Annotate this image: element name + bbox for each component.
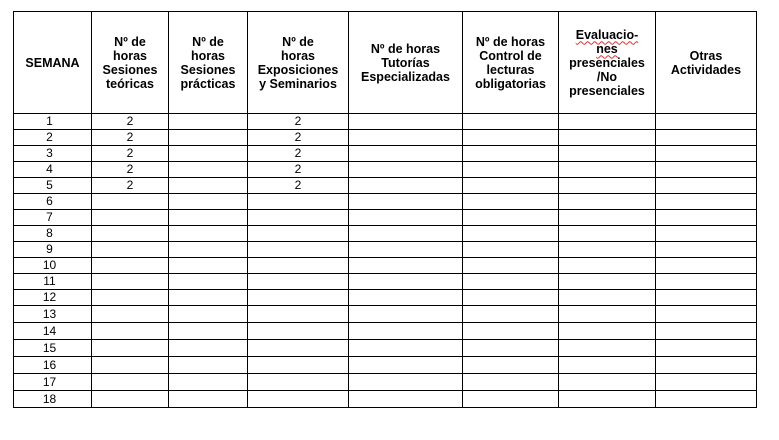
lecturas-cell <box>463 306 559 323</box>
table-row <box>14 306 757 323</box>
tutorias-cell <box>349 323 463 340</box>
exposiciones-cell <box>248 258 349 274</box>
practicas-cell <box>169 194 248 210</box>
tutorias-cell <box>349 226 463 242</box>
lecturas-cell <box>463 146 559 162</box>
teoricas-cell <box>92 242 169 258</box>
otras-cell <box>656 162 757 178</box>
lecturas-cell <box>463 290 559 306</box>
table-body <box>14 114 757 408</box>
week-cell: 3 <box>14 146 92 162</box>
tutorias-cell <box>349 340 463 357</box>
table-row <box>14 194 757 210</box>
table-row <box>14 162 757 178</box>
header-exposiciones-seminarios: Nº de horas Exposiciones y Seminarios <box>248 12 349 114</box>
week-cell: 16 <box>14 357 92 374</box>
teoricas-cell <box>92 374 169 391</box>
lecturas-cell <box>463 258 559 274</box>
tutorias-cell <box>349 374 463 391</box>
week-cell: 1 <box>14 114 92 130</box>
header-control-lecturas: Nº de horas Control de lecturas obligatorias <box>463 12 559 114</box>
lecturas-cell <box>463 374 559 391</box>
tutorias-cell <box>349 391 463 408</box>
lecturas-cell <box>463 162 559 178</box>
teoricas-cell <box>92 210 169 226</box>
evaluaciones-cell <box>559 290 656 306</box>
evaluaciones-cell <box>559 306 656 323</box>
otras-cell <box>656 194 757 210</box>
lecturas-cell <box>463 210 559 226</box>
tutorias-cell <box>349 114 463 130</box>
week-cell: 9 <box>14 242 92 258</box>
exposiciones-cell: 2 <box>248 114 349 130</box>
table-row <box>14 130 757 146</box>
lecturas-cell <box>463 226 559 242</box>
lecturas-cell <box>463 323 559 340</box>
tutorias-cell <box>349 178 463 194</box>
evaluaciones-cell <box>559 162 656 178</box>
tutorias-cell <box>349 306 463 323</box>
exposiciones-cell <box>248 210 349 226</box>
teoricas-cell <box>92 357 169 374</box>
table-row <box>14 114 757 130</box>
otras-cell <box>656 306 757 323</box>
teoricas-cell <box>92 274 169 290</box>
otras-cell <box>656 226 757 242</box>
exposiciones-cell <box>248 357 349 374</box>
header-sesiones-teoricas: Nº de horas Sesiones teóricas <box>92 12 169 114</box>
table-row <box>14 178 757 194</box>
tutorias-cell <box>349 146 463 162</box>
otras-cell <box>656 130 757 146</box>
header-sesiones-practicas: Nº de horas Sesiones prácticas <box>169 12 248 114</box>
practicas-cell <box>169 323 248 340</box>
otras-cell <box>656 114 757 130</box>
evaluaciones-cell <box>559 146 656 162</box>
teoricas-cell: 2 <box>92 130 169 146</box>
exposiciones-cell: 2 <box>248 162 349 178</box>
table-row <box>14 323 757 340</box>
evaluaciones-cell <box>559 226 656 242</box>
tutorias-cell <box>349 210 463 226</box>
weekly-hours-table <box>13 11 757 408</box>
teoricas-cell <box>92 323 169 340</box>
otras-cell <box>656 258 757 274</box>
otras-cell <box>656 146 757 162</box>
table-row <box>14 391 757 408</box>
week-cell: 14 <box>14 323 92 340</box>
week-cell: 5 <box>14 178 92 194</box>
table-row <box>14 340 757 357</box>
tutorias-cell <box>349 357 463 374</box>
practicas-cell <box>169 357 248 374</box>
practicas-cell <box>169 306 248 323</box>
teoricas-cell <box>92 340 169 357</box>
tutorias-cell <box>349 290 463 306</box>
lecturas-cell <box>463 357 559 374</box>
otras-cell <box>656 210 757 226</box>
header-evaluaciones: Evaluacio- nes presenciales /No presenciales <box>559 12 656 114</box>
exposiciones-cell: 2 <box>248 178 349 194</box>
lecturas-cell <box>463 178 559 194</box>
table-row <box>14 374 757 391</box>
otras-cell <box>656 357 757 374</box>
header-tutorias-especializadas: Nº de horas Tutorías Especializadas <box>349 12 463 114</box>
exposiciones-cell <box>248 242 349 258</box>
week-cell: 7 <box>14 210 92 226</box>
teoricas-cell: 2 <box>92 146 169 162</box>
practicas-cell <box>169 340 248 357</box>
tutorias-cell <box>349 274 463 290</box>
week-cell: 8 <box>14 226 92 242</box>
lecturas-cell <box>463 114 559 130</box>
lecturas-cell <box>463 274 559 290</box>
exposiciones-cell <box>248 274 349 290</box>
practicas-cell <box>169 242 248 258</box>
practicas-cell <box>169 258 248 274</box>
header-row <box>14 12 757 114</box>
evaluaciones-cell <box>559 178 656 194</box>
otras-cell <box>656 374 757 391</box>
lecturas-cell <box>463 242 559 258</box>
exposiciones-cell <box>248 226 349 242</box>
evaluaciones-cell <box>559 194 656 210</box>
evaluaciones-cell <box>559 274 656 290</box>
evaluaciones-cell <box>559 323 656 340</box>
exposiciones-cell <box>248 194 349 210</box>
exposiciones-cell <box>248 323 349 340</box>
practicas-cell <box>169 226 248 242</box>
lecturas-cell <box>463 194 559 210</box>
teoricas-cell <box>92 258 169 274</box>
practicas-cell <box>169 114 248 130</box>
tutorias-cell <box>349 162 463 178</box>
exposiciones-cell: 2 <box>248 146 349 162</box>
table-row <box>14 290 757 306</box>
teoricas-cell: 2 <box>92 162 169 178</box>
table-row <box>14 210 757 226</box>
header-otras-actividades: Otras Actividades <box>656 12 757 114</box>
table-row <box>14 242 757 258</box>
practicas-cell <box>169 146 248 162</box>
otras-cell <box>656 290 757 306</box>
practicas-cell <box>169 290 248 306</box>
evaluaciones-cell <box>559 340 656 357</box>
tutorias-cell <box>349 194 463 210</box>
teoricas-cell <box>92 194 169 210</box>
practicas-cell <box>169 374 248 391</box>
week-cell: 11 <box>14 274 92 290</box>
evaluaciones-cell <box>559 391 656 408</box>
table-row <box>14 226 757 242</box>
exposiciones-cell <box>248 306 349 323</box>
otras-cell <box>656 340 757 357</box>
practicas-cell <box>169 130 248 146</box>
lecturas-cell <box>463 130 559 146</box>
week-cell: 10 <box>14 258 92 274</box>
practicas-cell <box>169 274 248 290</box>
teoricas-cell: 2 <box>92 178 169 194</box>
week-cell: 13 <box>14 306 92 323</box>
practicas-cell <box>169 210 248 226</box>
teoricas-cell <box>92 226 169 242</box>
otras-cell <box>656 323 757 340</box>
lecturas-cell <box>463 391 559 408</box>
exposiciones-cell <box>248 374 349 391</box>
exposiciones-cell: 2 <box>248 130 349 146</box>
practicas-cell <box>169 391 248 408</box>
teoricas-cell <box>92 391 169 408</box>
practicas-cell <box>169 162 248 178</box>
teoricas-cell <box>92 290 169 306</box>
week-cell: 4 <box>14 162 92 178</box>
header-semana: SEMANA <box>14 12 92 114</box>
tutorias-cell <box>349 242 463 258</box>
otras-cell <box>656 178 757 194</box>
practicas-cell <box>169 178 248 194</box>
otras-cell <box>656 274 757 290</box>
teoricas-cell <box>92 306 169 323</box>
table-row <box>14 274 757 290</box>
evaluaciones-cell <box>559 210 656 226</box>
evaluaciones-cell <box>559 357 656 374</box>
week-cell: 6 <box>14 194 92 210</box>
table-row <box>14 146 757 162</box>
otras-cell <box>656 391 757 408</box>
week-cell: 18 <box>14 391 92 408</box>
exposiciones-cell <box>248 340 349 357</box>
week-cell: 2 <box>14 130 92 146</box>
teoricas-cell: 2 <box>92 114 169 130</box>
lecturas-cell <box>463 340 559 357</box>
table-row <box>14 258 757 274</box>
week-cell: 15 <box>14 340 92 357</box>
evaluaciones-cell <box>559 114 656 130</box>
otras-cell <box>656 242 757 258</box>
exposiciones-cell <box>248 391 349 408</box>
tutorias-cell <box>349 258 463 274</box>
week-cell: 12 <box>14 290 92 306</box>
evaluaciones-cell <box>559 258 656 274</box>
tutorias-cell <box>349 130 463 146</box>
exposiciones-cell <box>248 290 349 306</box>
evaluaciones-cell <box>559 242 656 258</box>
week-cell: 17 <box>14 374 92 391</box>
table-row <box>14 357 757 374</box>
evaluaciones-cell <box>559 374 656 391</box>
evaluaciones-cell <box>559 130 656 146</box>
